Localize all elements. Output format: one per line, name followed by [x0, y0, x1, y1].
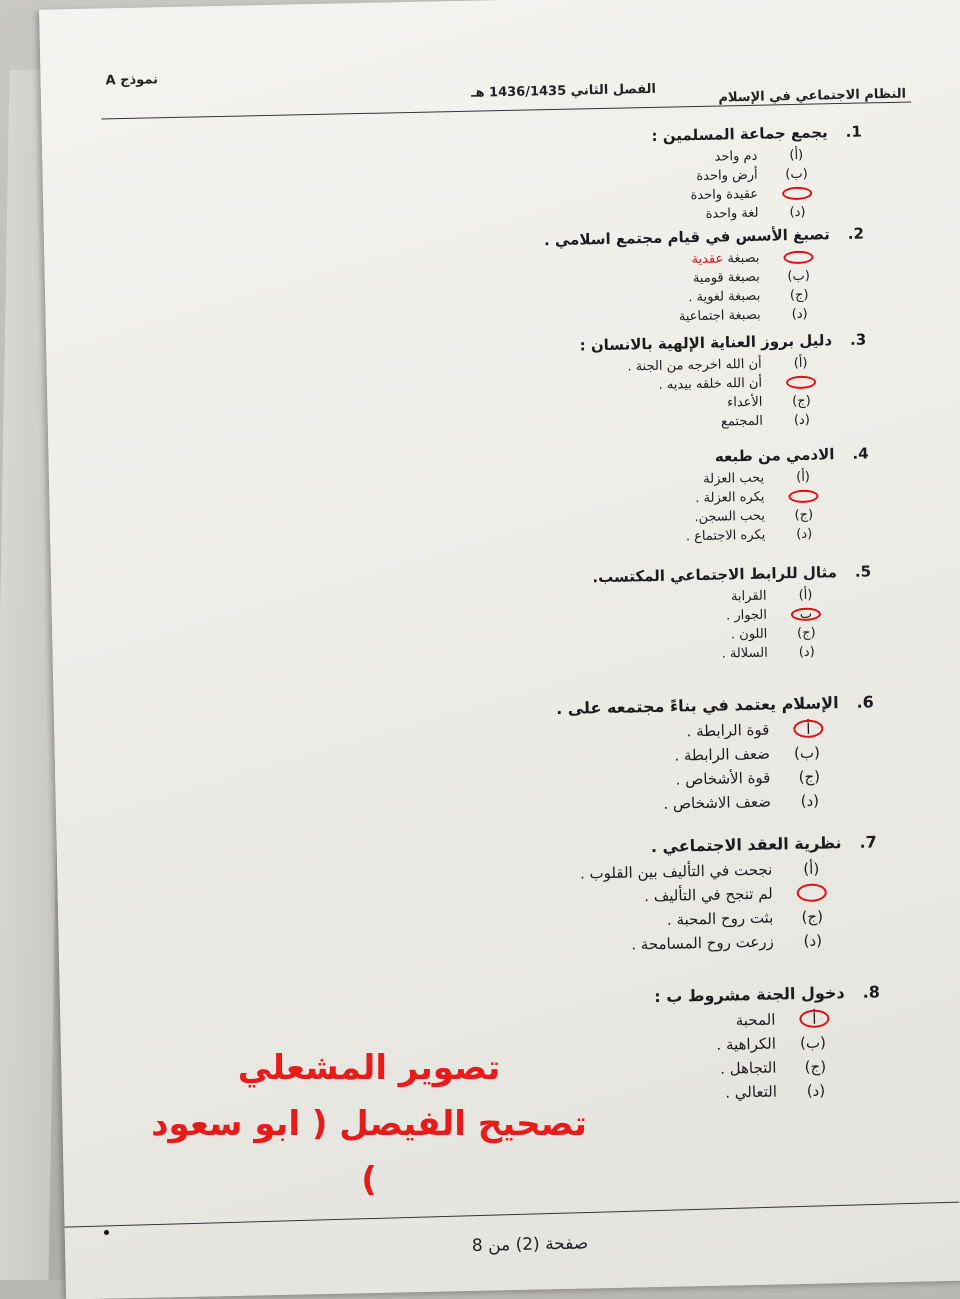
option-letter: (د) — [807, 1081, 827, 1100]
question-1 — [303, 123, 865, 233]
ink-dot — [105, 1230, 110, 1235]
option-letter: (ج) — [793, 393, 812, 410]
question-2 — [305, 225, 867, 335]
options-list — [310, 466, 871, 554]
options-list — [315, 715, 877, 823]
term-label: الفصل الثاني 1436/1435 هـ — [471, 81, 658, 101]
question-text: تصبغ الأسس في قيام مجتمع اسلامي . — [544, 225, 832, 250]
option-letter: (ج) — [802, 907, 825, 926]
question-text: يجمع جماعة المسلمين : — [652, 123, 829, 145]
option-text: المجتمع — [721, 413, 765, 430]
question-7 — [318, 832, 880, 963]
answer-circle-mark — [788, 248, 810, 267]
option-text: بصبغة لغوية . — [689, 288, 762, 306]
option-letter: (أ) — [790, 147, 805, 164]
option-text: عقيدة واحدة — [691, 186, 760, 204]
option-letter: (د) — [801, 791, 821, 810]
option-letter: (أ) — [797, 469, 812, 485]
option-text: لم تنجح في التأليف . — [645, 884, 774, 906]
option-text: ضعف الاشخاص . — [664, 792, 773, 813]
answer-circle-mark — [802, 881, 824, 905]
options-list — [305, 247, 866, 335]
option-letter: (أ) — [804, 859, 821, 878]
question-text: نظرية العقد الاجتماعي . — [651, 833, 843, 857]
option-text: الأعداء — [727, 394, 764, 411]
question-number: 1. — [846, 122, 864, 141]
options-list — [308, 352, 869, 440]
answer-circle-mark: أ — [804, 1006, 826, 1030]
option-text: لغة واحدة — [706, 205, 760, 222]
model-label: نموذج A — [106, 72, 160, 89]
option-letter: (ج) — [790, 287, 810, 304]
options-list — [312, 584, 873, 672]
page-header — [106, 52, 907, 119]
question-number: 7. — [860, 832, 878, 852]
option-letter: (د) — [797, 526, 814, 542]
option-text: السلالة . — [722, 645, 769, 662]
option-text: أن الله خلقه بيديه . — [659, 375, 764, 393]
answer-circle-mark — [791, 373, 813, 392]
option-text: التعالي . — [726, 1082, 779, 1102]
option-text: المحبة — [736, 1010, 777, 1030]
highlighted-word: عقدية — [692, 251, 725, 268]
option-text: ضعف الرابطة . — [675, 744, 772, 765]
option-letter: (د) — [804, 931, 824, 950]
option-letter: (د) — [790, 204, 807, 221]
question-number: 4. — [853, 444, 870, 463]
option-text: قوة الرابطة . — [687, 720, 771, 741]
watermark-line-2: تصحيح الفيصل ( ابو سعود ) — [152, 1104, 588, 1200]
option-letter: (د) — [799, 644, 816, 660]
option-text: التجاهل . — [720, 1058, 778, 1078]
option-text: بصبغة عقدية — [692, 250, 761, 268]
option-text: الكراهية . — [717, 1034, 778, 1054]
option-letter: (ب) — [800, 1033, 828, 1053]
option-text: بصبغة قومية — [693, 269, 762, 287]
option-text: بصبغة اجتماعية — [679, 307, 762, 325]
option-letter: (أ) — [794, 355, 809, 372]
option-letter: (ب) — [786, 166, 809, 183]
option-text: يحب السجن. — [695, 508, 767, 526]
question-number: 2. — [848, 224, 866, 243]
question-number: 8. — [863, 982, 882, 1002]
option-text: القرابة — [731, 588, 768, 605]
page-number: صفحة (2) من 8 — [472, 1233, 590, 1256]
option-letter: (ج) — [799, 767, 822, 786]
question-4 — [310, 444, 872, 554]
options-list — [303, 145, 864, 233]
answer-circle-mark: أ — [798, 717, 820, 741]
answer-circle-mark — [787, 184, 809, 203]
option-letter: (أ) — [799, 587, 814, 603]
answer-circle-mark: ب — [796, 605, 818, 624]
subject-title: النظام الاجتماعي في الإسلام — [719, 86, 908, 106]
option-text: بثت روح المحبة . — [667, 908, 775, 929]
question-number: 5. — [855, 562, 873, 581]
option-text: دم واحد — [715, 148, 759, 165]
option-text: أرض واحدة — [697, 167, 759, 185]
option-letter: (د) — [794, 412, 811, 429]
question-text: دخول الجنة مشروط ب : — [655, 983, 846, 1007]
option-text: يحب العزلة — [704, 470, 766, 487]
option-text: يكره الاجتماع . — [686, 527, 767, 545]
question-number: 3. — [850, 330, 868, 349]
question-3 — [307, 330, 869, 440]
options-list — [318, 855, 880, 963]
question-text: مثال للرابط الاجتماعي المكتسب. — [593, 563, 839, 587]
option-text: الجوار . — [726, 607, 769, 624]
option-text: اللون . — [731, 626, 769, 643]
question-number: 6. — [857, 692, 875, 712]
question-5 — [312, 562, 874, 672]
question-6 — [315, 692, 877, 823]
option-letter: (ج) — [797, 625, 817, 642]
option-letter: (ج) — [795, 507, 815, 524]
option-letter: (ج) — [805, 1057, 828, 1076]
option-text: أن الله اخرجه من الجنة . — [628, 356, 763, 375]
question-text: دليل بروز العناية الإلهية بالانسان : — [580, 331, 834, 355]
option-letter: (ب) — [788, 268, 812, 285]
watermark-line-1: تصوير المشعلي — [238, 1048, 502, 1088]
watermark — [140, 1040, 600, 1208]
option-text: زرعت روح المسامحة . — [632, 932, 775, 954]
option-text: نجحت في التأليف بين القلوب . — [580, 860, 774, 883]
question-text: الإسلام يعتمد في بناءً مجتمعه على . — [556, 693, 840, 719]
option-text: يكره العزلة . — [696, 489, 766, 507]
option-letter: (ب) — [794, 743, 822, 763]
question-text: الادمي من طبعه — [715, 445, 836, 466]
answer-circle-mark — [793, 487, 815, 506]
option-text: قوة الأشخاص . — [676, 768, 772, 789]
option-letter: (د) — [792, 306, 809, 323]
